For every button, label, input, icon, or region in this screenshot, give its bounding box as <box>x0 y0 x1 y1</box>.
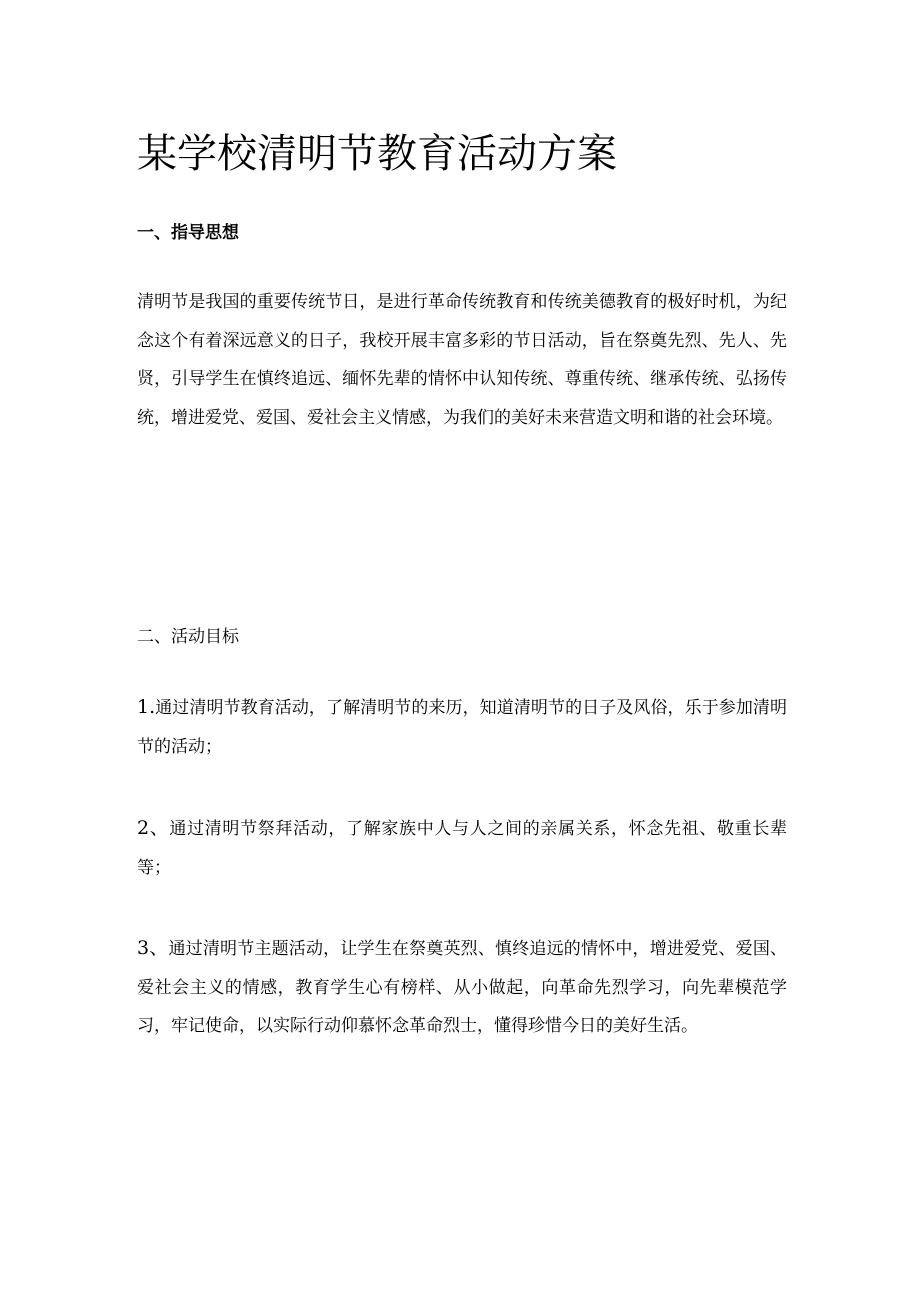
section-heading-activity-goals: 二、活动目标 <box>137 627 239 647</box>
goal-item-number: 1. <box>137 696 156 718</box>
goal-item-text: 通过清明节教育活动，了解清明节的来历，知道清明节的日子及风俗，乐于参加清明节的活动； <box>137 698 787 757</box>
goal-item-number: 2、 <box>137 817 170 839</box>
goal-item-2 <box>137 809 787 887</box>
section-heading-guiding-ideology: 一、指导思想 <box>137 223 239 243</box>
goal-item-text: 通过清明节主题活动，让学生在祭奠英烈、慎终追远的情怀中，增进爱党、爱国、爱社会主义的情感，教育学生心有榜样、从小做起，向革命先烈学习，向先辈模范学习，牢记使命，以实际行动仰慕怀念革命烈士，懂得珍惜今日的美好生活。 <box>137 939 788 1036</box>
goal-item-3 <box>137 929 787 1046</box>
document-title: 某学校清明节教育活动方案 <box>137 131 617 177</box>
goal-item-number: 3、 <box>137 937 169 959</box>
goal-item-text: 通过清明节祭拜活动，了解家族中人与人之间的亲属关系，怀念先祖、敬重长辈等； <box>137 819 787 878</box>
section-paragraph-guiding-ideology: 清明节是我国的重要传统节日，是进行革命传统教育和传统美德教育的极好时机，为纪念这个有着深远意义的日子，我校开展丰富多彩的节日活动，旨在祭奠先烈、先人、先贤，引导学生在慎终追远、缅怀先辈的情怀中认知传统、尊重传统、继承传统、弘扬传统，增进爱党、爱国、爱社会主义情感，为我们的美好未来营造文明和谐的社会环境。 <box>137 292 787 428</box>
goal-item-1 <box>137 688 787 766</box>
